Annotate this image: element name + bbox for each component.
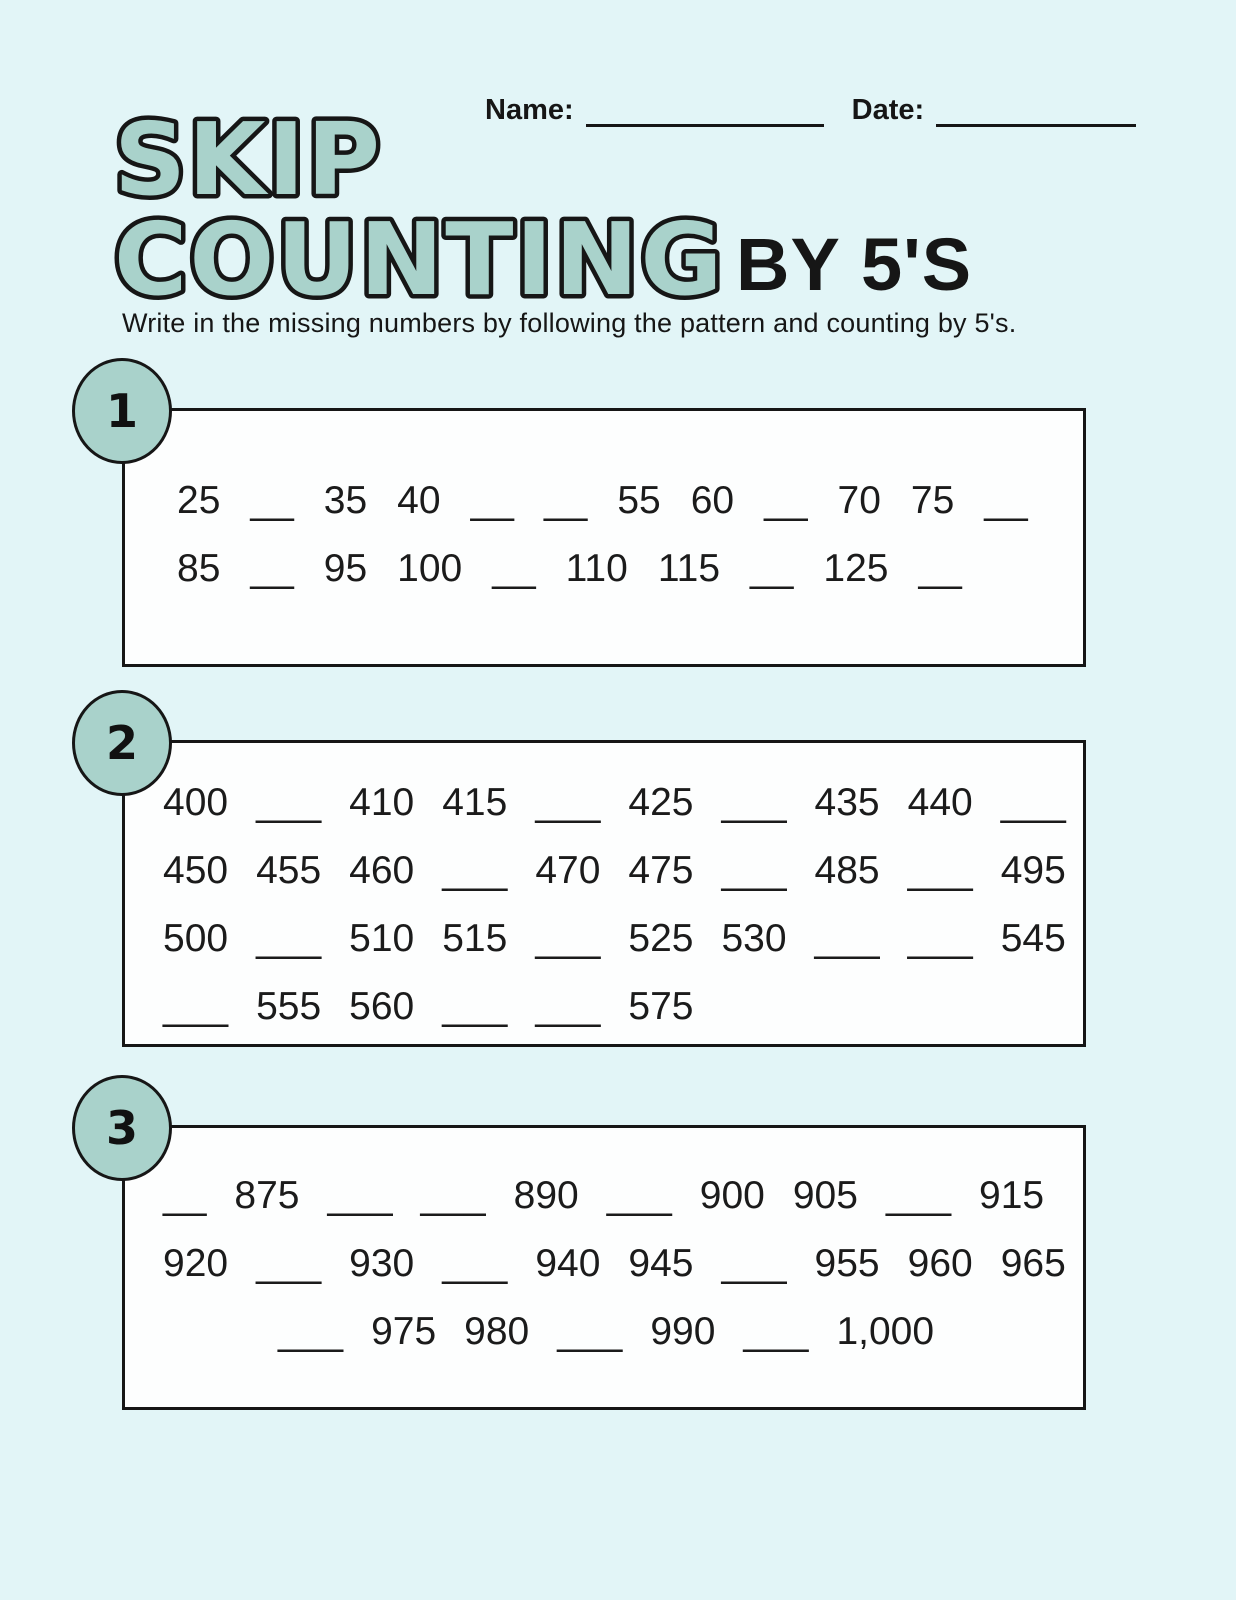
problem-1-number: 1 [105,384,138,438]
number-value: 980 [464,1310,530,1353]
answer-blank[interactable]: ___ [1000,781,1066,824]
answer-blank[interactable]: __ [250,547,294,590]
number-value: 125 [823,547,889,590]
answer-blank[interactable]: __ [750,547,794,590]
number-value: 920 [163,1242,229,1285]
number-value: 960 [907,1242,973,1285]
answer-blank[interactable]: __ [470,479,514,522]
number-value: 495 [1000,849,1066,892]
problem-1-badge [72,358,172,464]
number-value: 440 [907,781,973,824]
number-value: 945 [628,1242,694,1285]
number-value: 485 [814,849,880,892]
problem-2-number: 2 [105,716,138,770]
number-value: 930 [349,1242,415,1285]
answer-blank[interactable]: ___ [535,917,601,960]
number-value: 530 [721,917,787,960]
number-value: 975 [371,1310,437,1353]
number-value: 450 [163,849,229,892]
number-value: 110 [565,547,628,590]
number-value: 955 [814,1242,880,1285]
number-value: 890 [513,1174,579,1217]
answer-blank[interactable]: ___ [256,917,322,960]
number-value: 75 [910,479,955,522]
number-value: 455 [256,849,322,892]
number-value: 900 [699,1174,765,1217]
number-value: 1,000 [836,1310,935,1353]
answer-blank[interactable]: __ [764,479,808,522]
answer-blank[interactable]: ___ [907,917,973,960]
answer-blank[interactable]: ___ [327,1174,393,1217]
answer-blank[interactable]: ___ [420,1174,486,1217]
number-value: 410 [349,781,415,824]
problem-box-3 [105,1101,1086,1410]
number-value: 35 [323,479,368,522]
number-value: 70 [837,479,881,522]
number-value: 425 [628,781,694,824]
number-value: 60 [690,479,735,522]
number-value: 510 [349,917,415,960]
number-row [163,905,1066,973]
number-value: 25 [177,479,221,522]
number-value: 915 [979,1174,1045,1217]
answer-blank[interactable]: ___ [442,1242,508,1285]
answer-blank[interactable]: ___ [256,1242,322,1285]
title-line1: SKIP [114,102,383,218]
title-art [108,102,1088,317]
number-value: 95 [323,547,368,590]
number-value: 400 [163,781,229,824]
number-value: 575 [628,985,694,1028]
answer-blank[interactable]: __ [918,547,962,590]
answer-blank[interactable]: ___ [442,849,508,892]
answer-blank[interactable]: ___ [743,1310,809,1353]
number-value: 940 [535,1242,601,1285]
answer-blank[interactable]: __ [250,479,294,522]
number-value: 55 [617,479,661,522]
answer-blank[interactable]: ___ [721,849,787,892]
problem-3-rows [163,1162,1066,1366]
number-row [163,769,1066,837]
number-row [163,1298,1055,1366]
number-value: 415 [442,781,508,824]
name-label: Name: [485,94,574,126]
problem-box-2 [105,716,1086,1047]
answer-blank[interactable]: ___ [256,781,322,824]
answer-blank[interactable]: ___ [442,985,508,1028]
number-value: 115 [657,547,721,590]
number-value: 500 [163,917,229,960]
number-row [163,973,1055,1041]
answer-blank[interactable]: __ [543,479,588,522]
problem-3-number: 3 [105,1101,138,1155]
number-row [163,837,1066,905]
number-value: 525 [628,917,694,960]
problem-3-badge [72,1075,172,1181]
instructions-text: Write in the missing numbers by following the pattern and counting by 5's. [122,308,1017,338]
answer-blank[interactable]: ___ [814,917,880,960]
title-line2: COUNTING [114,201,725,317]
number-value: 460 [349,849,415,892]
answer-blank[interactable]: ___ [721,1242,787,1285]
number-value: 990 [650,1310,716,1353]
problem-2-rows [163,769,1066,1041]
answer-blank[interactable]: __ [984,479,1028,522]
number-value: 435 [814,781,880,824]
number-value: 905 [792,1174,858,1217]
number-value: 470 [535,849,601,892]
date-label: Date: [851,94,925,126]
answer-blank[interactable]: ___ [885,1174,952,1217]
answer-blank[interactable]: __ [492,547,536,590]
answer-blank[interactable]: ___ [907,849,973,892]
problem-1-rows [177,467,1055,603]
problem-box-1 [105,384,1086,667]
answer-blank[interactable]: ___ [278,1310,344,1353]
number-value: 475 [628,849,694,892]
number-value: 100 [397,547,463,590]
number-row [163,1162,1055,1230]
number-value: 40 [397,479,441,522]
number-row [177,535,1055,603]
answer-blank[interactable]: ___ [535,985,601,1028]
answer-blank[interactable]: ___ [163,985,229,1028]
answer-blank[interactable]: ___ [535,781,601,824]
number-value: 555 [256,985,322,1028]
title-suffix: BY 5'S [736,223,973,306]
number-row [177,467,1055,535]
number-value: 875 [234,1174,300,1217]
answer-blank[interactable]: ___ [557,1310,623,1353]
number-value: 560 [349,985,415,1028]
number-value: 85 [177,547,221,590]
answer-blank[interactable]: __ [163,1174,207,1217]
number-value: 515 [442,917,508,960]
problem-2-badge [72,690,172,796]
answer-blank[interactable]: ___ [606,1174,672,1217]
answer-blank[interactable]: ___ [721,781,787,824]
number-value: 965 [1000,1242,1066,1285]
number-row [163,1230,1066,1298]
number-value: 545 [1000,917,1066,960]
